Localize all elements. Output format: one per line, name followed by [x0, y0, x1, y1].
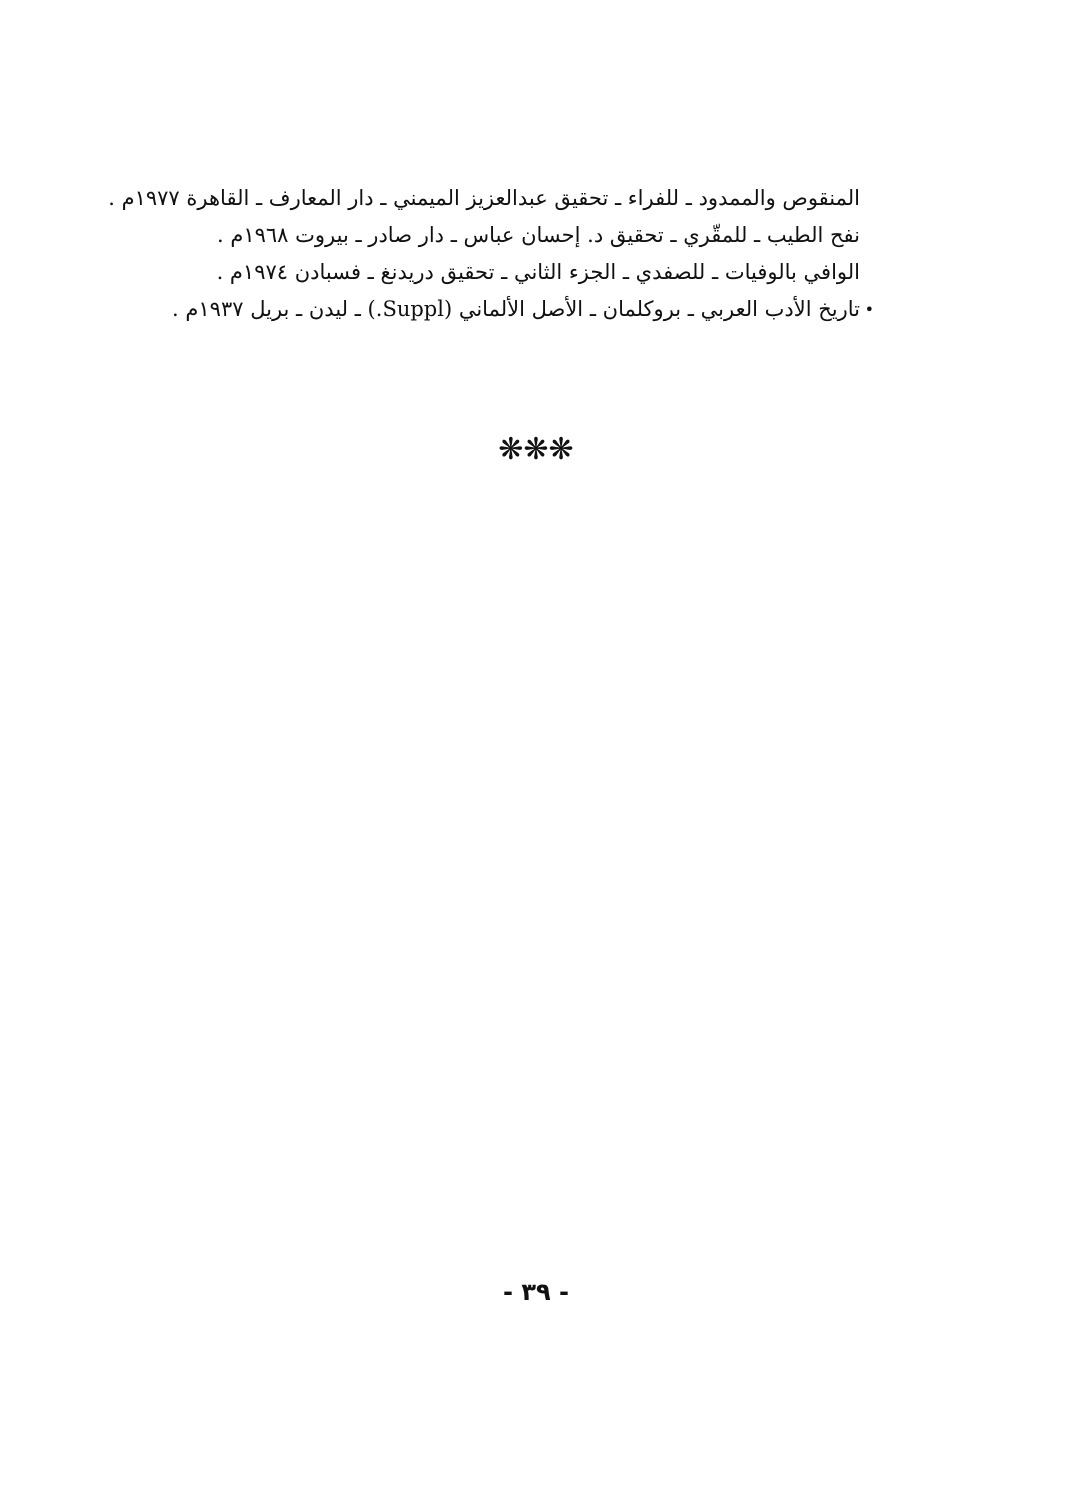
reference-item: [172, 291, 874, 328]
reference-item: [216, 217, 860, 254]
reference-text: الوافي بالوفيات ـ للصفدي ـ الجزء الثاني ـ تحقيق دريدنغ ـ فسبادن ١٩٧٤م .: [216, 260, 860, 284]
reference-list: [108, 180, 874, 328]
section-divider-ornament: ❋❋❋: [498, 432, 574, 467]
page-number: - ٣٩ -: [503, 1278, 569, 1306]
reference-text: المنقوص والممدود ـ للفراء ـ تحقيق عبدالعزيز الميمني ـ دار المعارف ـ القاهرة ١٩٧٧م .: [108, 186, 860, 210]
reference-text: تاريخ الأدب العربي ـ بروكلمان ـ الأصل الألماني (Suppl.) ـ ليدن ـ بريل ١٩٣٧م .: [172, 297, 860, 321]
reference-text: نفح الطيب ـ للمقّري ـ تحقيق د. إحسان عباس ـ دار صادر ـ بيروت ١٩٦٨م .: [216, 223, 860, 247]
reference-item: [108, 180, 860, 217]
reference-item: [216, 254, 860, 291]
bullet-marker: •: [864, 300, 874, 319]
